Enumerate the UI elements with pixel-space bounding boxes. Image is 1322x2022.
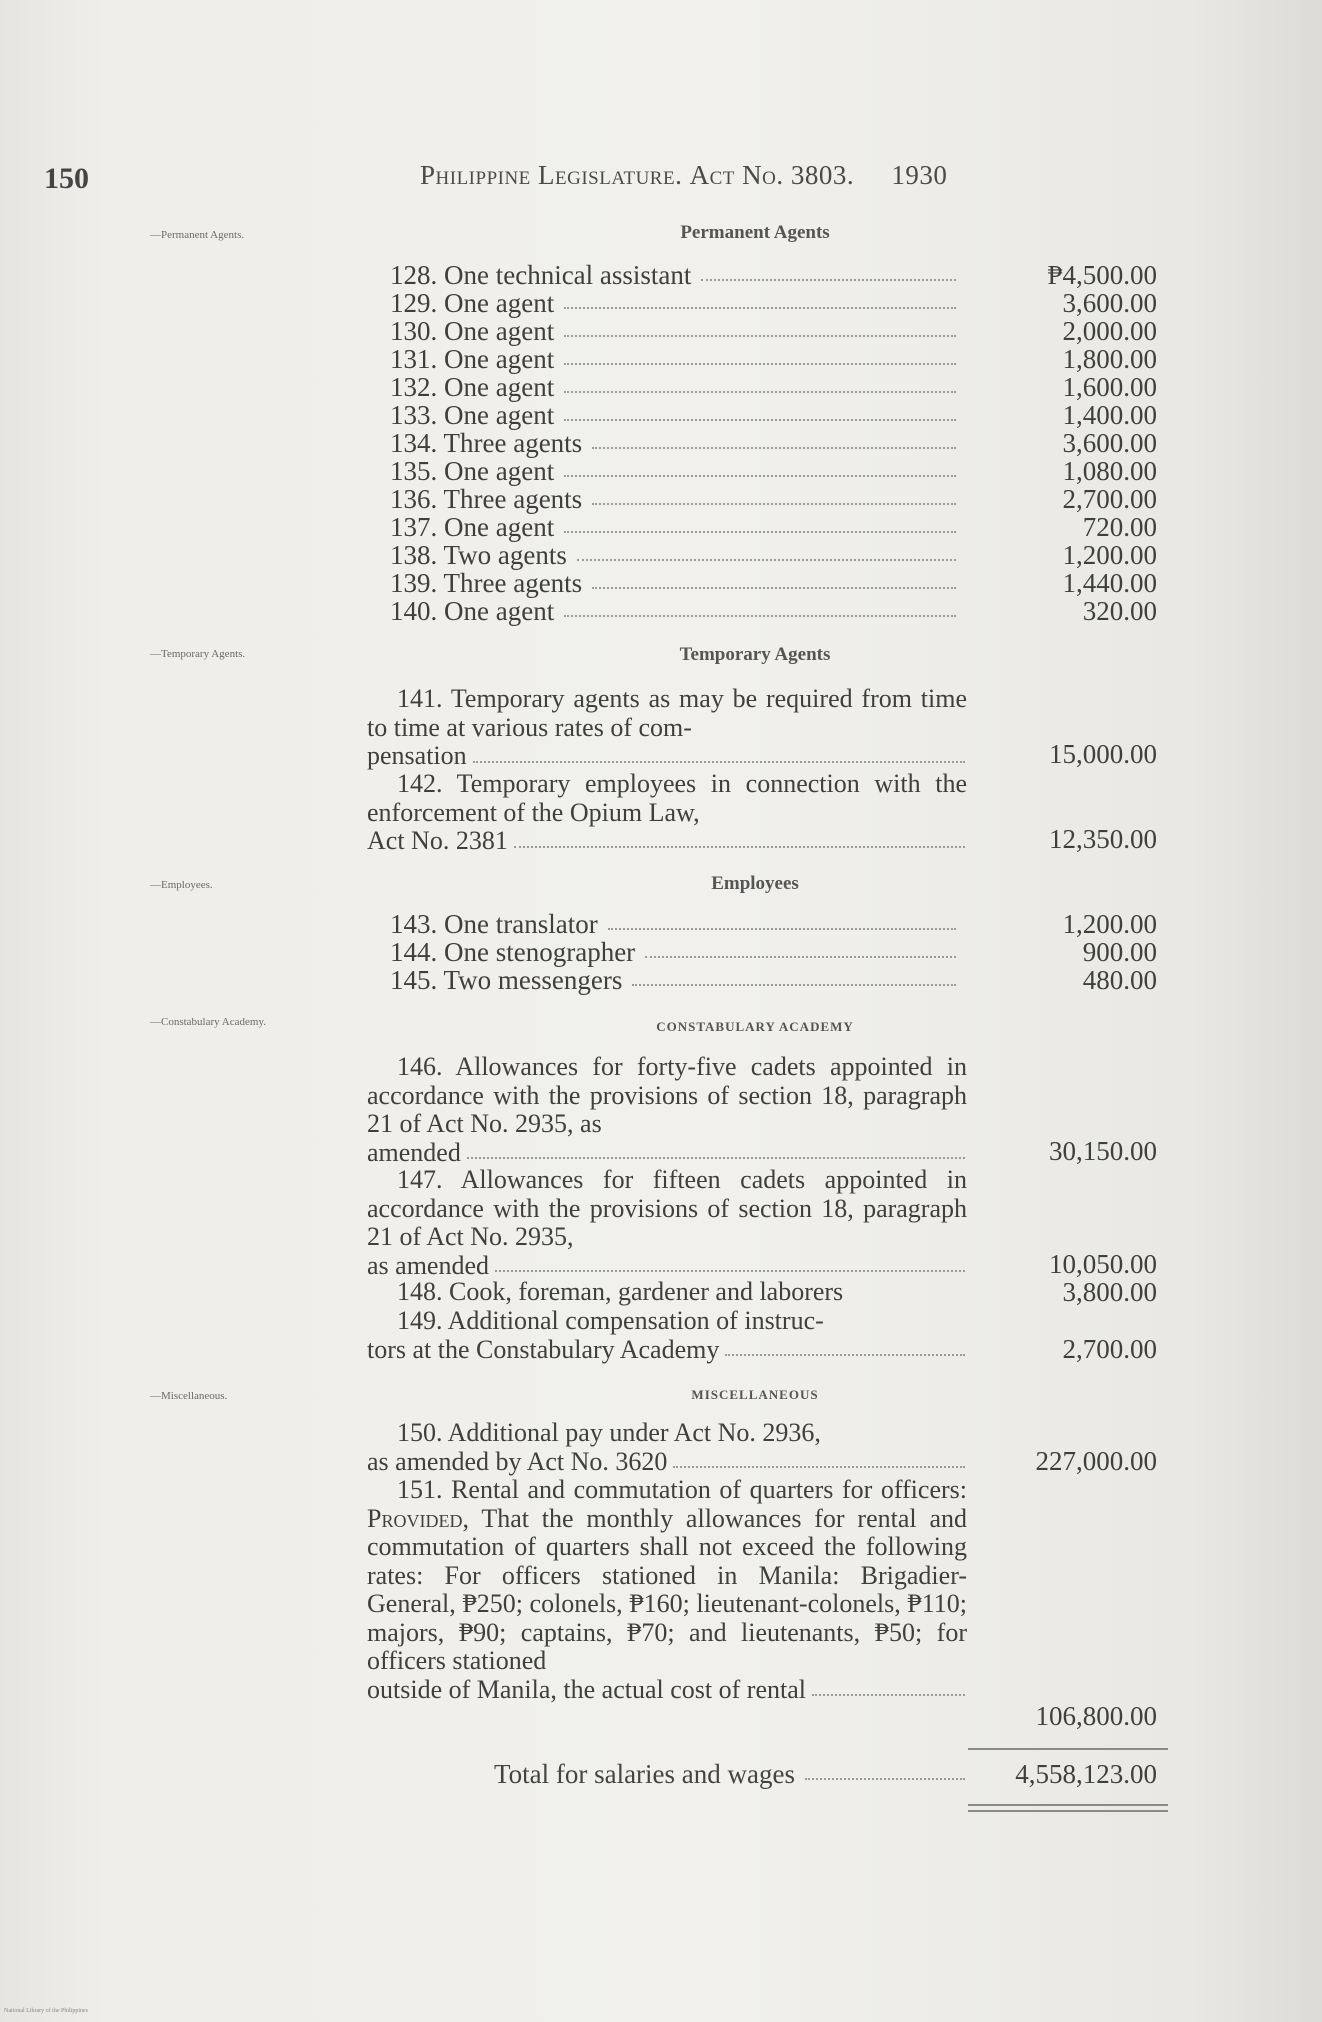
item-label: 134. Three agents (390, 428, 583, 458)
list-item (390, 938, 960, 966)
section-heading: Permanent Agents (680, 222, 830, 243)
item-amount: 1,800.00 (1062, 344, 1157, 374)
list-item (390, 541, 960, 569)
item-label: 136. Three agents (390, 484, 583, 514)
list-item (390, 966, 960, 994)
section-heading: Temporary Agents (679, 644, 831, 665)
item-amount: 15,000.00 (1049, 739, 1157, 769)
item-last-line (367, 827, 967, 856)
dot-leader (495, 1252, 965, 1273)
list-item (390, 261, 960, 289)
item-label: 143. One translator (390, 909, 598, 939)
item-label: 132. One agent (390, 372, 555, 402)
total-rule-bottom (968, 1804, 1168, 1806)
dot-leader (645, 938, 956, 958)
item-last-text: Act No. 2381 (367, 826, 508, 855)
item-text: 141. Temporary agents as may be required from time to time at various rates of com- (367, 684, 967, 742)
item-label: 138. Two agents (390, 540, 567, 570)
list-item (390, 373, 960, 401)
act-number: Act No. 3803. (689, 160, 855, 190)
paragraph-item (367, 1307, 967, 1364)
item-amount: 720.00 (1082, 512, 1157, 542)
dot-leader (608, 910, 956, 930)
dot-leader (564, 289, 956, 309)
section-heading: CONSTABULARY ACADEMY (656, 1019, 854, 1034)
item-label: 133. One agent (390, 400, 555, 430)
dot-leader (564, 457, 956, 477)
item-text-after: That the monthly allowances for rental and commutation of quarters shall not exceed the following rates: For officers stationed in Manila: Brigadier-General, ₱250; colonels, ₱160; lieutenant-colonels, ₱110; majors, ₱90; captains, ₱70; and lieutenants, ₱50; for officers stationed (367, 1503, 967, 1675)
item-amount: ₱4,500.00 (1047, 260, 1157, 290)
dot-leader (673, 1448, 965, 1469)
item-amount: 2,700.00 (1062, 484, 1157, 514)
item-label: 130. One agent (390, 316, 555, 346)
item-last-line (367, 1448, 967, 1477)
item-label: 140. One agent (390, 596, 555, 626)
dot-leader (812, 1676, 965, 1697)
item-text: 142. Temporary employees in connection with the enforcement of the Opium Law, (367, 769, 967, 827)
year: 1930 (891, 160, 948, 190)
item-amount: 1,200.00 (1062, 540, 1157, 570)
dot-leader (805, 1760, 965, 1780)
list-item (390, 457, 960, 485)
page-number: 150 (44, 162, 89, 195)
item-last-text: amended (367, 1137, 461, 1167)
item-amount: 2,700.00 (1062, 1334, 1157, 1364)
item-text-before: 151. Rental and commutation of quarters for officers: (397, 1475, 967, 1504)
list-item (390, 910, 960, 938)
item-text: 149. Additional compensation of instruc- (397, 1306, 824, 1335)
dot-leader (564, 373, 956, 393)
dot-leader (514, 827, 965, 848)
total-rule-double (968, 1810, 1168, 1812)
dot-leader (564, 345, 956, 365)
item-label: 144. One stenographer (390, 937, 636, 967)
margin-note: —Constabulary Academy. (150, 1016, 266, 1028)
list-item (390, 401, 960, 429)
dot-leader (592, 485, 956, 505)
dot-leader (564, 597, 956, 617)
item-amount: 3,800.00 (1062, 1277, 1157, 1307)
item-last-text: as amended by Act No. 3620 (367, 1446, 668, 1476)
item-last-text: outside of Manila, the actual cost of rental (367, 1674, 806, 1704)
item-amount: 3,600.00 (1062, 288, 1157, 318)
total-row (494, 1760, 969, 1788)
paragraph-item (367, 770, 967, 856)
paragraph-item (367, 1419, 967, 1476)
dot-leader (701, 261, 956, 281)
section-heading: MISCELLANEOUS (691, 1387, 819, 1402)
total-label: Total for salaries and wages (494, 1759, 795, 1789)
list-item (390, 345, 960, 373)
margin-note: —Miscellaneous. (150, 1390, 228, 1402)
item-amount: 30,150.00 (1049, 1136, 1157, 1166)
paragraph-item (367, 1053, 967, 1167)
item-amount: 12,350.00 (1049, 824, 1157, 854)
running-head (420, 160, 947, 191)
dot-leader (592, 569, 956, 589)
list-item (390, 317, 960, 345)
item-last-line (367, 1139, 967, 1168)
list-item (390, 289, 960, 317)
item-text: 147. Allowances for fifteen cadets appointed in accordance with the provisions of section 18, paragraph 21 of Act No. 2935, (367, 1165, 967, 1251)
item-label: 135. One agent (390, 456, 555, 486)
item-last-line (367, 1676, 967, 1705)
paragraph-item (367, 685, 967, 771)
item-amount: 1,400.00 (1062, 400, 1157, 430)
item-label: 129. One agent (390, 288, 555, 318)
item-label: 128. One technical assistant (390, 260, 692, 290)
item-label: 139. Three agents (390, 568, 583, 598)
item-amount: 227,000.00 (1035, 1446, 1157, 1476)
dot-leader (473, 742, 965, 763)
item-text: 146. Allowances for forty-five cadets appointed in accordance with the provisions of section 18, paragraph 21 of Act No. 2935, as (367, 1052, 967, 1138)
dot-leader (564, 513, 956, 533)
dot-leader (467, 1139, 965, 1160)
list-item (390, 513, 960, 541)
paragraph-item (367, 1476, 967, 1704)
item-amount: 900.00 (1082, 937, 1157, 967)
list-item (390, 597, 960, 625)
dot-leader (564, 317, 956, 337)
margin-note: —Employees. (150, 879, 213, 891)
item-last-line (367, 1278, 967, 1307)
item-amount: 1,600.00 (1062, 372, 1157, 402)
item-amount: 1,200.00 (1062, 909, 1157, 939)
paragraph-item (367, 1278, 967, 1307)
item-last-line (367, 742, 967, 771)
item-amount: 1,440.00 (1062, 568, 1157, 598)
item-amount: 320.00 (1082, 596, 1157, 626)
proviso-keyword: Provided, (367, 1503, 469, 1533)
item-amount: 480.00 (1082, 965, 1157, 995)
item-text (367, 1476, 967, 1676)
item-amount: 106,800.00 (1035, 1701, 1157, 1731)
item-last-text: as amended (367, 1250, 490, 1280)
running-title: Philippine Legislature. (420, 160, 683, 190)
list-item (390, 429, 960, 457)
dot-leader (725, 1336, 965, 1357)
section-heading: Employees (711, 873, 799, 894)
total-rule-top (968, 1748, 1168, 1750)
scan-footer: National Library of the Philippines (4, 2008, 88, 2014)
item-last-text: tors at the Constabulary Academy (367, 1334, 720, 1364)
dot-leader (577, 541, 956, 561)
item-amount: 3,600.00 (1062, 428, 1157, 458)
item-last-line (367, 1336, 967, 1365)
item-text: 150. Additional pay under Act No. 2936, (397, 1418, 821, 1447)
item-amount: 10,050.00 (1049, 1249, 1157, 1279)
item-last-line (367, 1252, 967, 1281)
list-item (390, 569, 960, 597)
dot-leader (592, 429, 956, 449)
total-amount: 4,558,123.00 (1015, 1759, 1157, 1789)
item-label: 131. One agent (390, 344, 555, 374)
margin-note: —Permanent Agents. (150, 229, 245, 241)
item-last-text: pensation (367, 741, 467, 770)
item-label: 145. Two messengers (390, 965, 623, 995)
item-label: 137. One agent (390, 512, 555, 542)
item-amount: 2,000.00 (1062, 316, 1157, 346)
paragraph-item (367, 1166, 967, 1280)
margin-note: —Temporary Agents. (150, 648, 246, 660)
list-item (390, 485, 960, 513)
item-last-text: 148. Cook, foreman, gardener and laborers (397, 1277, 844, 1306)
dot-leader (632, 966, 956, 986)
item-amount: 1,080.00 (1062, 456, 1157, 486)
dot-leader (564, 401, 956, 421)
